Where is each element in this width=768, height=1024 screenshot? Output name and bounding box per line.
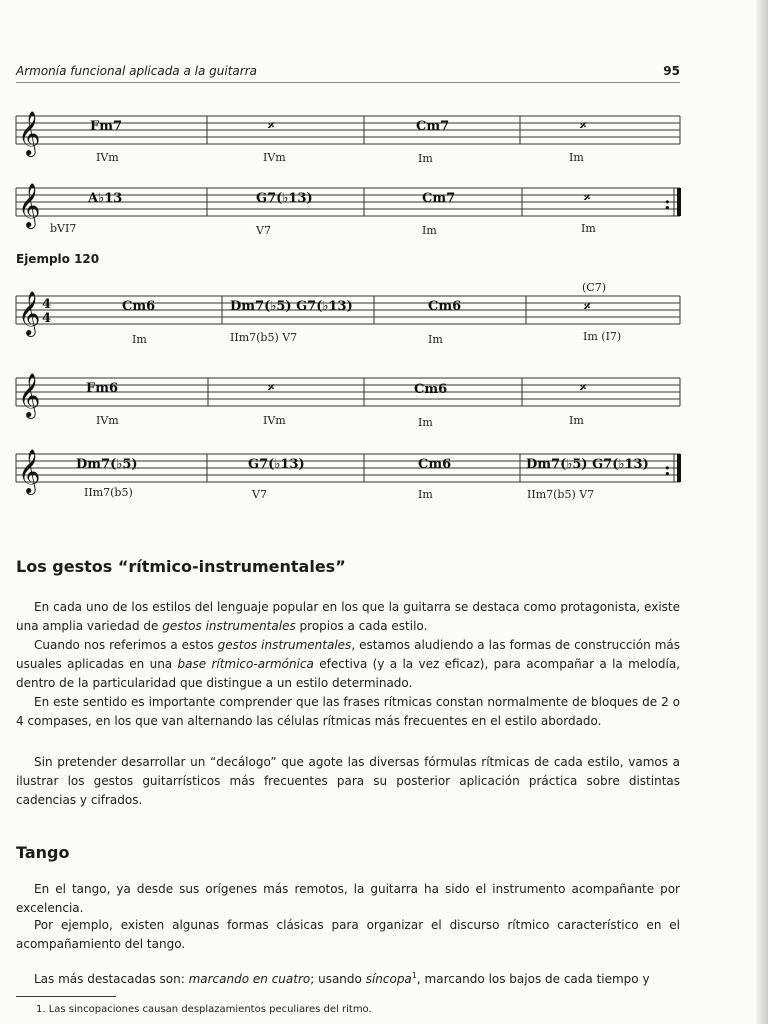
running-title: Armonía funcional aplicada a la guitarra [16,64,257,78]
example-label: Ejemplo 120 [16,252,100,266]
simile-mark-icon: 𝄎 [268,381,275,396]
roman-numeral: V7 [252,488,267,501]
time-signature-bottom: 4 [42,311,52,326]
roman-numeral: Im [132,333,147,346]
roman-numeral: Im [569,414,584,427]
roman-numeral: Im [581,222,596,235]
roman-numeral: Im [418,152,433,165]
text-run: ; usando [310,972,366,986]
section-body [16,880,680,918]
text-run: Cuando nos referimos a estos [34,638,218,652]
chord-symbol: Dm7(♭5) G7(♭13) [230,299,353,314]
text-run: efectiva (y a la vez eficaz), para acompañar a la melodía, dentro de la particularidad que distingue a un estilo determinado. [16,657,680,690]
chord-symbol: Fm6 [86,381,119,396]
emphasis: gestos instrumentales [162,619,296,633]
paragraph [16,598,680,636]
roman-numeral: Im [569,151,584,164]
chord-symbol: Cm6 [414,382,448,397]
page-edge [756,0,768,1024]
chord-symbol: Dm7(♭5) G7(♭13) [526,457,649,472]
roman-numeral: IVm [263,151,286,164]
roman-numeral: IVm [263,414,286,427]
roman-numeral: IIm7(b5) [84,486,133,499]
running-head [16,62,680,83]
footnote-divider [16,996,116,997]
emphasis: síncopa [365,972,412,986]
emphasis: gestos instrumentales [217,638,352,652]
paragraph [16,636,680,693]
chord-symbol: A♭13 [88,191,123,206]
time-signature-top: 4 [42,297,52,312]
paragraph: En este sentido es importante comprender que las frases rítmicas constan normalmente de bloques de 2 o 4 compases, en los que van alternando las células rítmicas más frecuentes en el estilo abordado. [16,695,680,728]
text-run: En cada uno de los estilos del lenguaje popular en los que la guitarra se destaca como protagonista, existe una amplia variedad de [16,600,680,633]
page-number: 95 [663,64,680,78]
paragraph: Por ejemplo, existen algunas formas clásicas para organizar el discurso rítmico característico en el acompañamiento del tango. [16,918,680,951]
repeat-dots-icon: : [664,193,671,214]
text-run: Las más destacadas son: [34,972,189,986]
treble-clef-icon: 𝄞 [18,183,41,227]
staff-system-1 [0,108,700,168]
chord-symbol: Cm6 [418,457,452,472]
text-run: propios a cada estilo. [295,619,428,633]
staff-system-5 [0,444,700,504]
chord-symbol: G7(♭13) [256,191,313,206]
chord-symbol: G7(♭13) [248,457,305,472]
text-run: , estamos aludiendo a las formas de construcción más usuales aplicadas en una [16,638,680,671]
treble-clef-icon: 𝄞 [18,373,41,417]
paragraph [16,970,680,989]
roman-numeral: Im [418,488,433,501]
simile-mark-icon: 𝄎 [268,119,275,134]
paragraph: En el tango, ya desde sus orígenes más remotos, la guitarra ha sido el instrumento acompañante por excelencia. [16,882,680,915]
footnote-marker: 1 [411,971,417,980]
emphasis: marcando en cuatro [188,972,311,986]
section-body [16,970,680,989]
roman-numeral: Im [428,333,443,346]
emphasis: base rítmico-armónica [177,657,314,671]
roman-numeral: Im (I7) [583,330,622,343]
chord-symbol: Cm6 [428,299,462,314]
footnote: 1. Las sincopaciones causan desplazamientos peculiares del ritmo. [36,1004,372,1015]
section-heading: Tango [16,843,70,862]
roman-numeral: Im [418,416,433,429]
chord-symbol: Cm7 [416,119,450,134]
staff-system-2 [0,180,700,240]
staff-system-3 [0,282,700,348]
simile-mark-icon: 𝄎 [580,381,587,396]
roman-numeral: IIm7(b5) V7 [230,331,298,344]
roman-numeral: IIm7(b5) V7 [527,488,595,501]
paragraph: Sin pretender desarrollar un “decálogo” que agote las diversas fórmulas rítmicas de cada estilo, vamos a ilustrar los gestos guitarrísticos más frecuentes para su posterior aplicación práctica sobre distintas cadencias y cifrados. [16,755,680,807]
repeat-dots-icon: : [664,459,671,480]
chord-symbol: Cm7 [422,191,456,206]
text-run: , marcando los bajos de cada tiempo y [416,972,650,986]
treble-clef-icon: 𝄞 [18,111,41,155]
chord-symbol: Dm7(♭5) [76,457,138,472]
chord-above-label: (C7) [582,281,606,294]
roman-numeral: IVm [96,151,119,164]
roman-numeral: Im [422,224,437,237]
section-heading: Los gestos “rítmico-instrumentales” [16,557,346,576]
section-body [16,598,680,731]
treble-clef-icon: 𝄞 [18,449,41,493]
roman-numeral: IVm [96,414,119,427]
section-body [16,916,680,954]
section-body [16,753,680,810]
roman-numeral: V7 [256,224,271,237]
simile-mark-icon: 𝄎 [580,119,587,134]
chord-symbol: Cm6 [122,299,156,314]
treble-clef-icon: 𝄞 [18,291,41,335]
roman-numeral: bVI7 [50,222,77,235]
simile-mark-icon: 𝄎 [584,300,591,315]
staff-system-4 [0,368,700,428]
simile-mark-icon: 𝄎 [584,191,591,206]
chord-symbol: Fm7 [90,119,123,134]
